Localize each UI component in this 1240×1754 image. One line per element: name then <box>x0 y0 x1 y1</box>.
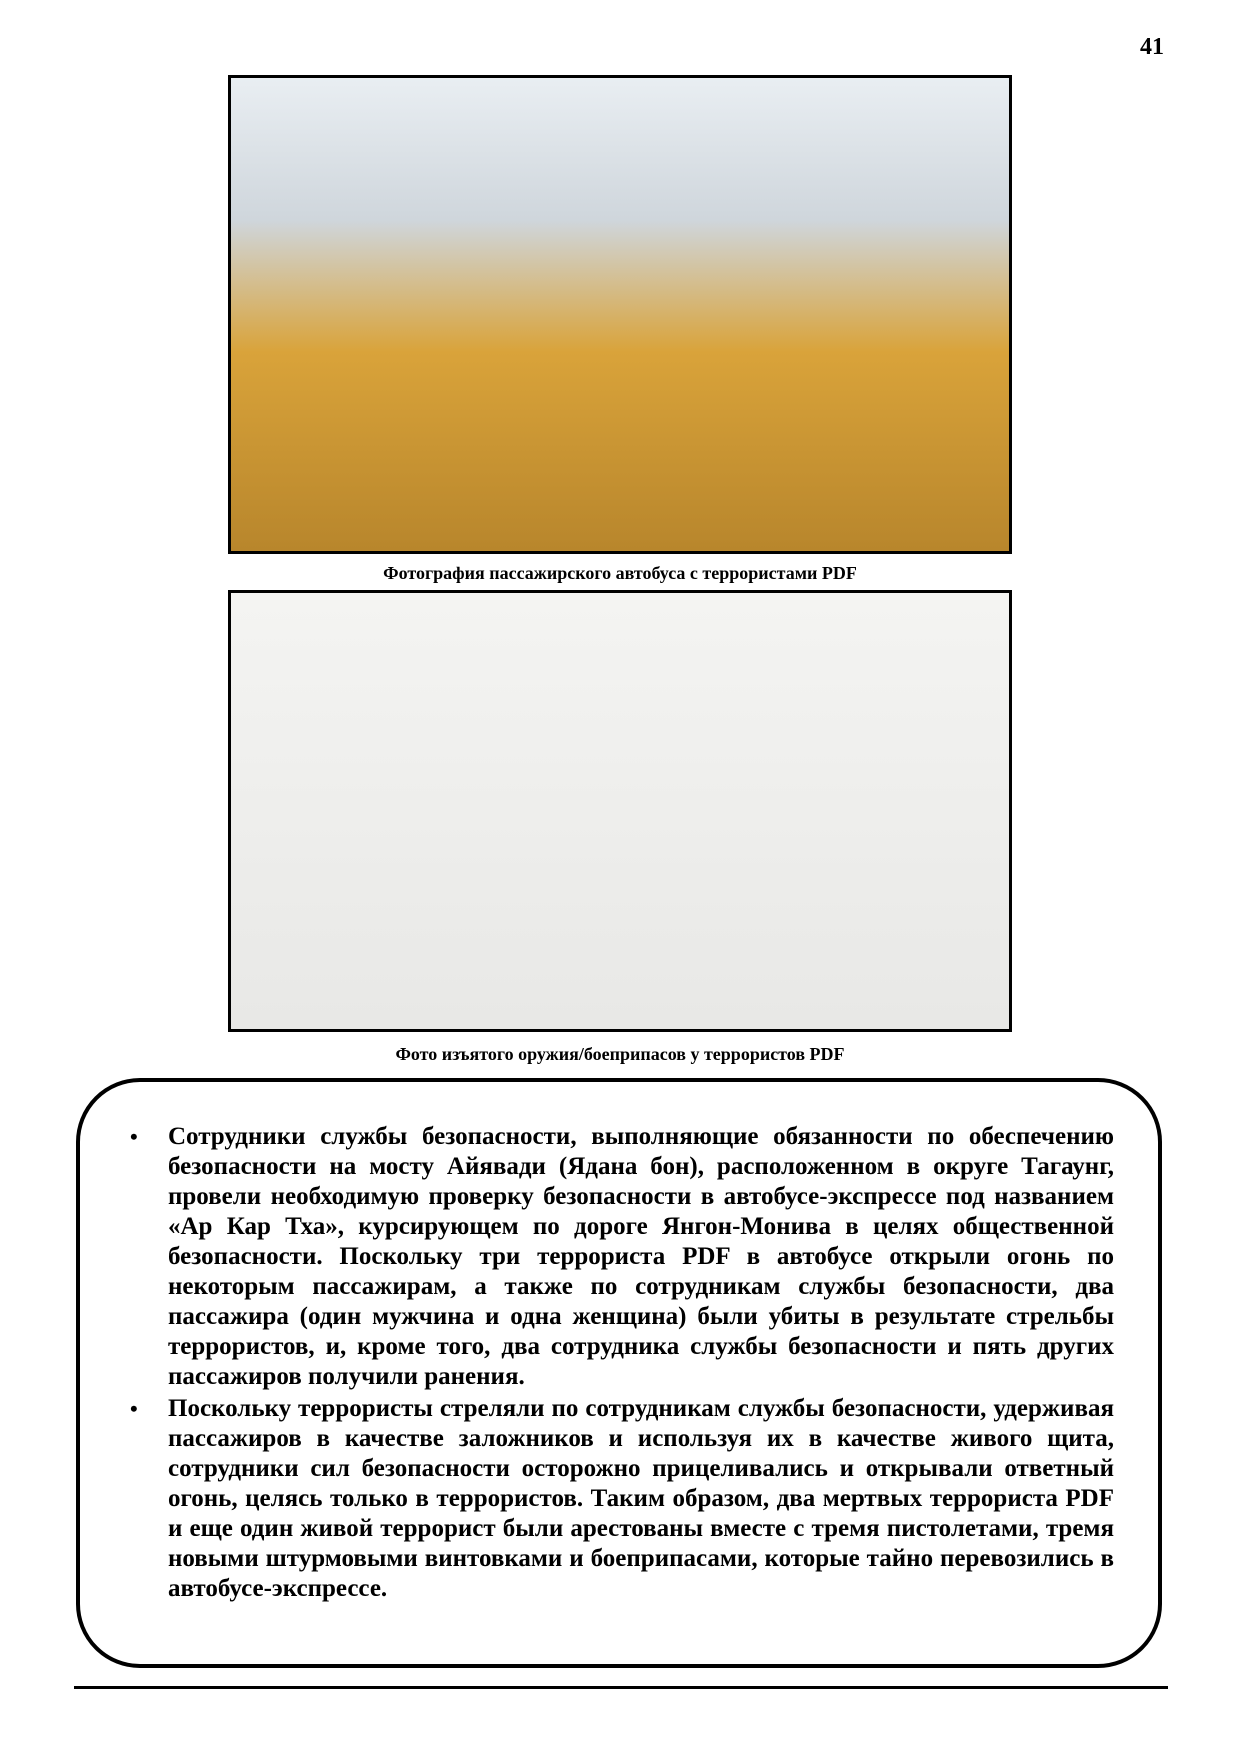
bullet-item <box>124 1122 1114 1392</box>
bus-photo-caption: Фотография пассажирского автобуса с террористами PDF <box>383 563 857 583</box>
weapons-photo-caption: Фото изъятого оружия/боеприпасов у террористов PDF <box>395 1044 845 1064</box>
bullet-list <box>124 1122 1114 1604</box>
bullet-text: Сотрудники службы безопасности, выполняющие обязанности по обеспечению безопасности на мосту Айявади (Ядана бон), расположенном в округе Тагаунг, провели необходимую проверку безопасности в автобусе-экспрессе под названием «Ар Кар Тха», курсирующем по дороге Янгон-Монива в целях общественной безопасности. Поскольку три террориста PDF в автобусе открыли огонь по некоторым пассажирам, а также по сотрудникам службы безопасности, два пассажира (один мужчина и одна женщина) были убиты в результате стрельбы террористов, и, кроме того, два сотрудника службы безопасности и пять других пассажиров получили ранения. <box>168 1123 1114 1390</box>
bullet-icon: • <box>130 1396 138 1421</box>
bullet-item <box>124 1394 1114 1604</box>
page-number: 41 <box>1140 34 1164 60</box>
bullet-text: Поскольку террористы стреляли по сотрудникам службы безопасности, удерживая пассажиров в качестве заложников и используя их в качестве живого щита, сотрудники сил безопасности осторожно прицеливались и открывали ответный огонь, целясь только в террористов. Таким образом, два мертвых террориста PDF и еще один живой террорист были арестованы вместе с тремя пистолетами, тремя новыми штурмовыми винтовками и боеприпасами, которые тайно перевозились в автобусе-экспрессе. <box>168 1395 1114 1602</box>
bullet-icon: • <box>130 1124 138 1149</box>
text-box <box>76 1078 1162 1668</box>
bus-photo <box>228 75 1012 554</box>
weapons-photo <box>228 590 1012 1032</box>
bottom-divider <box>74 1686 1168 1689</box>
